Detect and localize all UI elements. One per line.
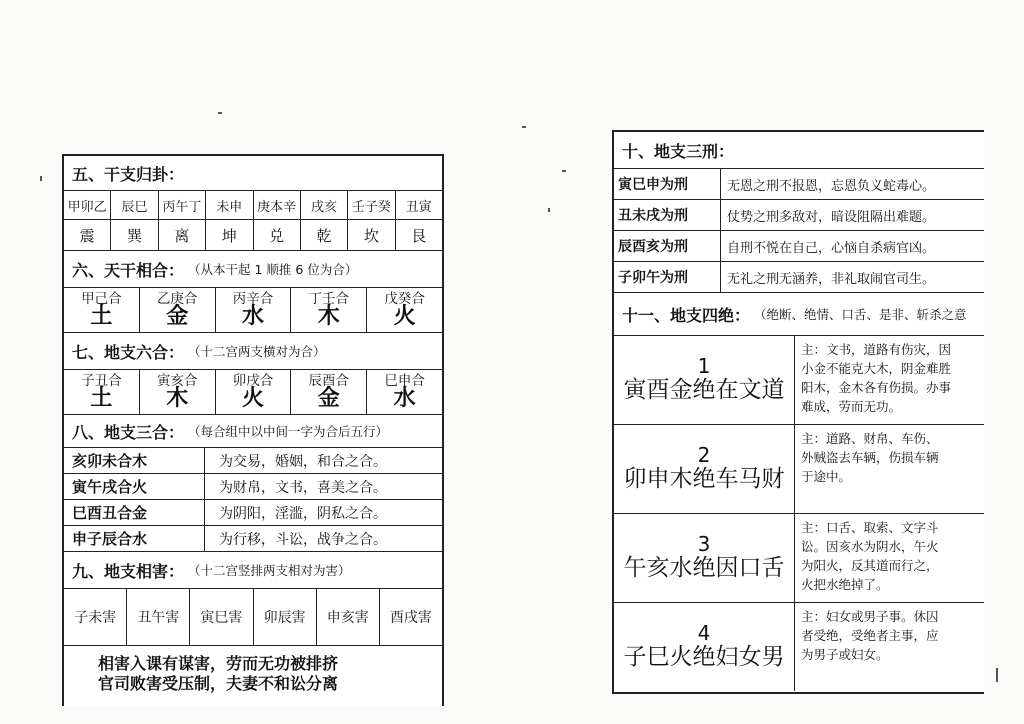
section-7-title: 七、地支六合： [72,342,185,362]
jue-number: 1 [697,354,711,378]
jue-number: 3 [697,532,711,556]
section-11-title: 十一、地支四绝： [622,305,751,325]
pair-cell: 未申 [206,191,253,219]
trigram-cell: 坎 [348,220,395,250]
triple-combo-name: 巳酉丑合金 [64,500,205,525]
harm-cell: 子未害 [64,589,127,645]
pair-cell: 丑寅 [405,199,432,215]
combo-pair: 辰酉合 [308,373,350,389]
combo-element: 水 [393,386,416,411]
left-page [62,154,444,706]
punishment-name: 子卯午为刑 [614,262,721,292]
combo-pair: 寅亥合 [156,373,198,389]
jue-desc: 主：道路、财帛、车伤、 外贼盗去车辆，伤损车辆 于途中。 [801,431,939,484]
triple-combo-name: 亥卯未合木 [64,448,205,473]
punishment-name: 辰酉亥为刑 [614,231,721,261]
section-11-header [614,293,984,336]
section-6-header [64,251,442,288]
scan-speck [218,112,222,114]
punishment-name: 丑未戌为刑 [614,200,721,230]
triple-combo-desc: 为阴阳，淫滥，阴私之合。 [219,505,387,522]
trigram-cell: 离 [159,220,206,250]
combo-cell [291,370,367,414]
jue-number: 2 [697,443,711,467]
scan-speck [562,170,566,172]
triple-combo-desc: 为交易，婚姻，和合之合。 [219,453,387,470]
scan-speck [40,176,42,181]
combo-cell [64,288,140,332]
jue-title: 午亥水绝因口舌 [623,555,785,581]
triple-combo-row [64,448,442,474]
trigram-cell: 震 [64,220,111,250]
footer-line-2: 官司败害受压制，夫妻不和讼分离 [98,674,339,693]
combo-pair: 戊癸合 [384,291,425,307]
triple-combo-desc: 为财帛，文书，喜美之合。 [219,479,387,496]
punishment-desc: 无恩之刑不报恩，忘恩负义蛇毒心。 [727,178,936,194]
heavenly-stem-combo-row [64,288,442,333]
punishment-row [614,231,984,262]
combo-element: 金 [166,304,189,329]
section-10-header [614,132,984,169]
section-8-note: （每合组中以中间一字为合后五行） [188,424,389,439]
section-10-title: 十、地支三刑： [622,141,735,161]
harm-cell: 寅巳害 [190,589,253,645]
scan-speck [996,668,998,682]
section-9-title: 九、地支相害： [72,561,185,581]
scan-speck [522,126,526,128]
combo-cell [140,370,216,414]
jue-heading [614,425,795,513]
jue-title: 子巳火绝妇女男 [623,644,785,670]
punishment-row [614,169,984,200]
jue-desc: 主：文书，道路有伤灾，因 小金不能克大木，阴金难胜 阳木，金木各有伤损。办事 难成，劳而无功。 [801,342,952,414]
punishment-name: 寅巳申为刑 [614,169,721,199]
right-page [612,130,984,694]
section-9-header [64,552,442,589]
scan-speck [548,208,550,212]
section-9-note: （十二宫竖排两支相对为害） [188,563,351,578]
combo-cell [291,288,367,332]
stem-branch-row [64,191,442,220]
trigram-cell: 兑 [254,220,301,250]
punishment-desc: 仗势之刑多敌对，暗设阻隔出难题。 [727,209,936,225]
jue-desc: 主：妇女或男子事。休囚 者受绝，受绝者主事，应 为男子或妇女。 [801,609,939,662]
harm-row [64,589,442,646]
triple-combo-name: 寅午戌合火 [64,474,205,499]
section-7-header [64,333,442,370]
jue-title: 寅酉金绝在文道 [623,377,785,403]
section-6-note: （从本干起 1 顺推 6 位为合） [188,262,358,277]
four-jue-row [614,336,984,425]
combo-element: 火 [393,304,416,329]
harm-cell: 卯辰害 [254,589,317,645]
triple-combo-row [64,526,442,552]
section-11-note: （绝断、绝情、口舌、是非、斩杀之意 [754,307,967,322]
jue-heading [614,336,795,424]
section-5-header [64,156,442,191]
combo-pair: 卯戌合 [232,373,274,389]
combo-element: 木 [166,386,189,411]
jue-number: 4 [697,621,711,645]
combo-pair: 丁壬合 [308,291,350,307]
pair-cell: 辰巳 [111,191,158,219]
combo-element: 木 [317,304,340,329]
triple-combo-name: 申子辰合水 [64,526,205,551]
pair-cell: 壬子癸 [348,191,395,219]
combo-cell [367,370,442,414]
pair-cell: 庚本辛 [254,191,301,219]
section-6-title: 六、天干相合： [72,260,185,280]
trigram-cell: 坤 [206,220,253,250]
trigram-cell: 乾 [301,220,348,250]
harm-footer [64,646,442,694]
pair-cell: 丙午丁 [159,191,206,219]
jue-heading [614,514,795,602]
punishment-row [614,262,984,293]
trigram-row [64,220,442,251]
triple-combo-row [64,500,442,526]
punishment-desc: 自刑不悦在自己，心恼自杀病官凶。 [727,240,936,256]
combo-element: 土 [90,386,113,411]
trigram-cell: 艮 [411,226,427,245]
jue-heading [614,603,795,691]
combo-element: 火 [241,386,264,411]
earthly-branch-six-combo-row [64,370,442,415]
footer-line-1: 相害入课有谋害，劳而无功被排挤 [98,654,339,673]
combo-pair: 乙庚合 [156,291,198,307]
combo-cell [64,370,140,414]
section-5-title: 五、干支归卦： [72,164,185,184]
combo-element: 土 [90,304,113,329]
harm-cell: 申亥害 [317,589,380,645]
combo-cell [216,288,292,332]
section-7-note: （十二宫两支横对为合） [188,344,326,359]
four-jue-row [614,603,984,691]
combo-element: 水 [241,304,264,329]
harm-cell: 酉戌害 [389,610,432,626]
combo-pair: 子丑合 [81,373,122,389]
section-8-title: 八、地支三合： [72,422,185,442]
trigram-cell: 巽 [111,220,158,250]
triple-combo-desc: 为行移，斗讼，战争之合。 [219,531,387,548]
combo-cell [216,370,292,414]
punishment-desc: 无礼之刑无涵养，非礼取闹官司生。 [727,271,936,287]
harm-cell: 丑午害 [127,589,190,645]
four-jue-row [614,425,984,514]
triple-combo-row [64,474,442,500]
four-jue-row [614,514,984,603]
combo-pair: 丙辛合 [232,291,274,307]
punishment-row [614,200,984,231]
combo-cell [367,288,442,332]
section-8-header [64,415,442,448]
jue-desc: 主：口舌、取索、文字斗 讼。因亥水为阴水，午火 为阳火，反其道而行之， 火把水绝掉了。 [801,520,939,592]
combo-pair: 巳申合 [384,373,425,389]
pair-cell: 戌亥 [301,191,348,219]
pair-cell: 甲卯乙 [64,191,111,219]
combo-pair: 甲己合 [81,291,122,307]
combo-element: 金 [317,386,340,411]
combo-cell [140,288,216,332]
jue-title: 卯申木绝车马财 [623,466,785,492]
